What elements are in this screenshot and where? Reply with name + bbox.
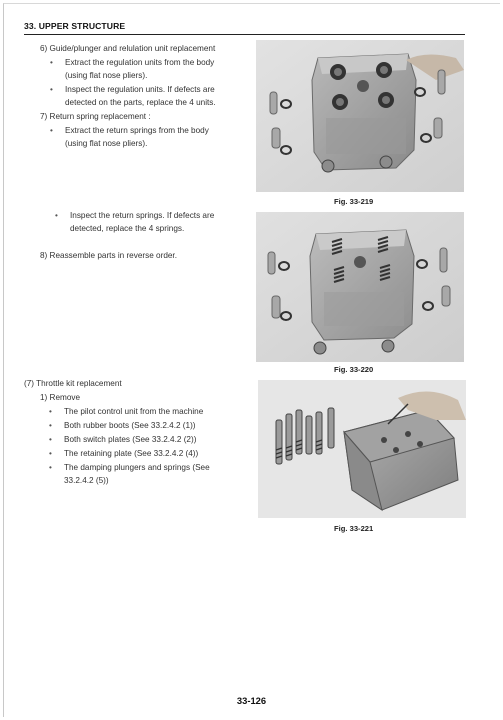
- bullet: •: [49, 407, 52, 416]
- figure-33-219-caption: Fig. 33-219: [334, 197, 374, 206]
- throttle-kit-title: (7) Throttle kit replacement: [24, 379, 122, 388]
- bullet: •: [50, 58, 53, 67]
- figure-33-219-photo: [256, 40, 464, 192]
- step-6-bullet-1-line-1: Extract the regulation units from the body: [65, 58, 215, 67]
- step-7-bullet-1-line-2: (using flat nose pliers).: [65, 139, 148, 148]
- figure-33-220-photo: [256, 212, 464, 362]
- bullet: •: [49, 421, 52, 430]
- step-7-bullet-2-line-2: detected, replace the 4 springs.: [70, 224, 185, 233]
- section-header: 33. UPPER STRUCTURE: [24, 21, 126, 31]
- remove-item-2: Both rubber boots (See 33.2.4.2 (1)): [64, 421, 196, 430]
- step-6-bullet-2-line-1: Inspect the regulation units. If defects are: [65, 85, 215, 94]
- bullet: •: [50, 126, 53, 135]
- step-8-title: 8) Reassemble parts in reverse order.: [40, 251, 177, 260]
- header-rule: [24, 34, 465, 35]
- remove-item-5-line-2: 33.2.4.2 (5)): [64, 476, 109, 485]
- step-7-bullet-1-line-1: Extract the return springs from the body: [65, 126, 209, 135]
- step-6-title: 6) Guide/plunger and relulation unit replacement: [40, 44, 216, 53]
- remove-item-4: The retaining plate (See 33.2.4.2 (4)): [64, 449, 199, 458]
- bullet: •: [49, 463, 52, 472]
- remove-title: 1) Remove: [40, 393, 81, 402]
- step-6-bullet-1-line-2: (using flat nose pliers).: [65, 71, 148, 80]
- step-7-title: 7) Return spring replacement :: [40, 112, 151, 121]
- bullet: •: [55, 211, 58, 220]
- remove-item-1: The pilot control unit from the machine: [64, 407, 204, 416]
- bullet: •: [49, 435, 52, 444]
- figure-33-221-caption: Fig. 33-221: [334, 524, 374, 533]
- step-7-bullet-2-line-1: Inspect the return springs. If defects are: [70, 211, 215, 220]
- bullet: •: [49, 449, 52, 458]
- bullet: •: [50, 85, 53, 94]
- page-number: 33-126: [236, 695, 267, 706]
- figure-33-220-caption: Fig. 33-220: [334, 365, 374, 374]
- remove-item-3: Both switch plates (See 33.2.4.2 (2)): [64, 435, 197, 444]
- figure-33-221-photo: [258, 380, 466, 518]
- step-6-bullet-2-line-2: detected on the parts, replace the 4 units.: [65, 98, 216, 107]
- remove-item-5-line-1: The damping plungers and springs (See: [64, 463, 210, 472]
